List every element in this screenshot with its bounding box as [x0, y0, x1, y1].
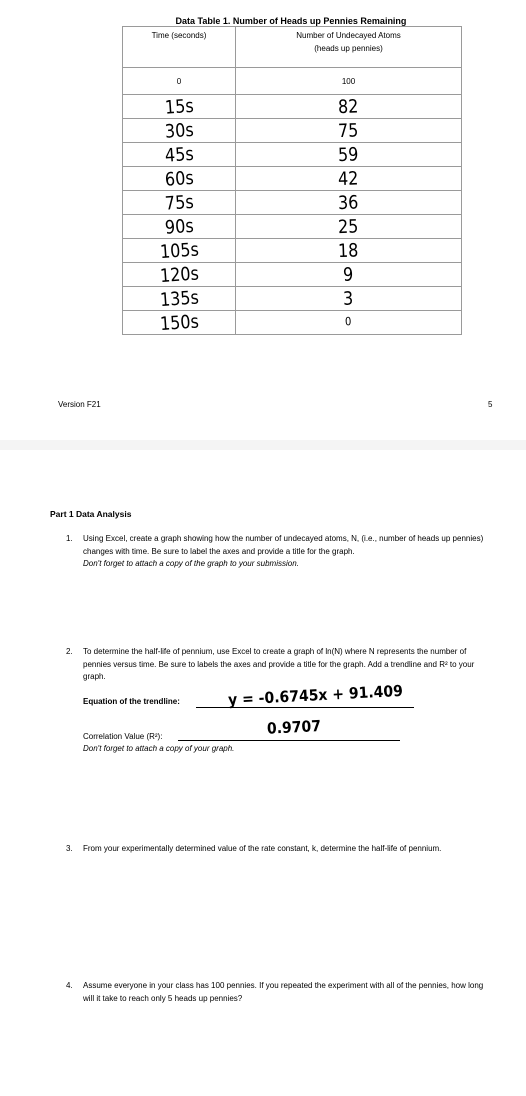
table-header-row	[123, 27, 462, 68]
handwritten-count: 82	[337, 94, 360, 118]
r2-label: Correlation Value (R²):	[83, 732, 163, 741]
handwritten-time: 15s	[163, 94, 195, 118]
handwritten-count: 9	[343, 262, 354, 286]
handwritten-time: 150s	[158, 309, 200, 335]
question-text: To determine the half-life of pennium, use Excel to create a graph of ln(N) where N represents the number of pennies versus time. Be sure to labels the axes and provide a title for the graph. Add a trendline and R² to your graph.	[83, 647, 475, 681]
question-2	[66, 646, 496, 684]
question-number: 3.	[66, 844, 73, 853]
time-cell	[123, 143, 236, 167]
count-cell	[236, 191, 462, 215]
handwritten-time: 105s	[158, 237, 200, 263]
handwritten-time: 120s	[158, 261, 200, 287]
count-header-line1: Number of Undecayed Atoms	[296, 31, 401, 40]
handwritten-count: 42	[337, 166, 360, 190]
handwritten-count: 36	[337, 190, 360, 214]
count-cell	[236, 239, 462, 263]
count-cell	[236, 143, 462, 167]
table-row	[123, 143, 462, 167]
question-note: Don't forget to attach a copy of the graph to your submission.	[83, 559, 299, 568]
count-header-line2: (heads up pennies)	[314, 44, 383, 53]
question-number: 1.	[66, 534, 73, 543]
part-title: Part 1 Data Analysis	[50, 509, 132, 519]
count-header	[236, 27, 462, 68]
time-cell	[123, 215, 236, 239]
handwritten-time: 90s	[163, 214, 195, 238]
count-cell	[236, 311, 462, 335]
count-cell	[236, 215, 462, 239]
table-row	[123, 263, 462, 287]
page-number: 5	[488, 400, 493, 409]
question-3	[66, 843, 496, 856]
question-number: 4.	[66, 981, 73, 990]
time-cell	[123, 95, 236, 119]
handwritten-count: 25	[337, 214, 360, 238]
time-cell	[123, 287, 236, 311]
handwritten-count: 18	[337, 238, 360, 262]
version-label: Version F21	[58, 400, 101, 409]
count-cell	[236, 119, 462, 143]
handwritten-count: 59	[337, 142, 360, 166]
time-cell	[123, 119, 236, 143]
table-row	[123, 167, 462, 191]
handwritten-time: 135s	[158, 285, 200, 311]
table-title: Data Table 1. Number of Heads up Pennies Remaining	[175, 16, 407, 26]
table-row	[123, 287, 462, 311]
table-row	[123, 191, 462, 215]
table-row	[123, 119, 462, 143]
count-cell	[236, 287, 462, 311]
question-note: Don't forget to attach a copy of your graph.	[83, 744, 235, 753]
question-number: 2.	[66, 647, 73, 656]
count-cell: 100	[236, 68, 462, 95]
table-row	[123, 215, 462, 239]
question-4	[66, 980, 496, 1005]
time-cell	[123, 311, 236, 335]
data-table	[122, 26, 462, 335]
trendline-handwritten-answer: y = -0.6745x + 91.409	[227, 682, 404, 710]
time-cell	[123, 191, 236, 215]
count-cell	[236, 167, 462, 191]
time-cell	[123, 239, 236, 263]
question-text: Using Excel, create a graph showing how the number of undecayed atoms, N, (i.e., number of heads up pennies) changes with time. Be sure to label the axes and provide a title for the graph.	[83, 534, 484, 556]
time-header: Time (seconds)	[123, 27, 236, 68]
handwritten-time: 30s	[163, 118, 195, 142]
handwritten-time: 75s	[163, 190, 195, 214]
count-cell	[236, 263, 462, 287]
question-1	[66, 533, 496, 571]
time-cell: 0	[123, 68, 236, 95]
r2-answer-line	[178, 740, 400, 741]
question-text: Assume everyone in your class has 100 pennies. If you repeated the experiment with all of the pennies, how long will it take to reach only 5 heads up pennies?	[83, 981, 484, 1003]
handwritten-count: 75	[337, 118, 360, 142]
table-row	[123, 311, 462, 335]
question-text: From your experimentally determined value of the rate constant, k, determine the half-life of pennium.	[83, 844, 442, 853]
table-row	[123, 239, 462, 263]
table-row	[123, 68, 462, 95]
r2-handwritten-answer: 0.9707	[266, 717, 322, 739]
trendline-label: Equation of the trendline:	[83, 697, 180, 706]
table-row	[123, 95, 462, 119]
handwritten-time: 60s	[163, 166, 195, 190]
time-cell	[123, 263, 236, 287]
handwritten-time: 45s	[163, 142, 195, 166]
handwritten-count: 3	[343, 286, 354, 310]
time-cell	[123, 167, 236, 191]
page-separator	[0, 440, 526, 450]
handwritten-count: 0	[345, 315, 352, 329]
count-cell	[236, 95, 462, 119]
